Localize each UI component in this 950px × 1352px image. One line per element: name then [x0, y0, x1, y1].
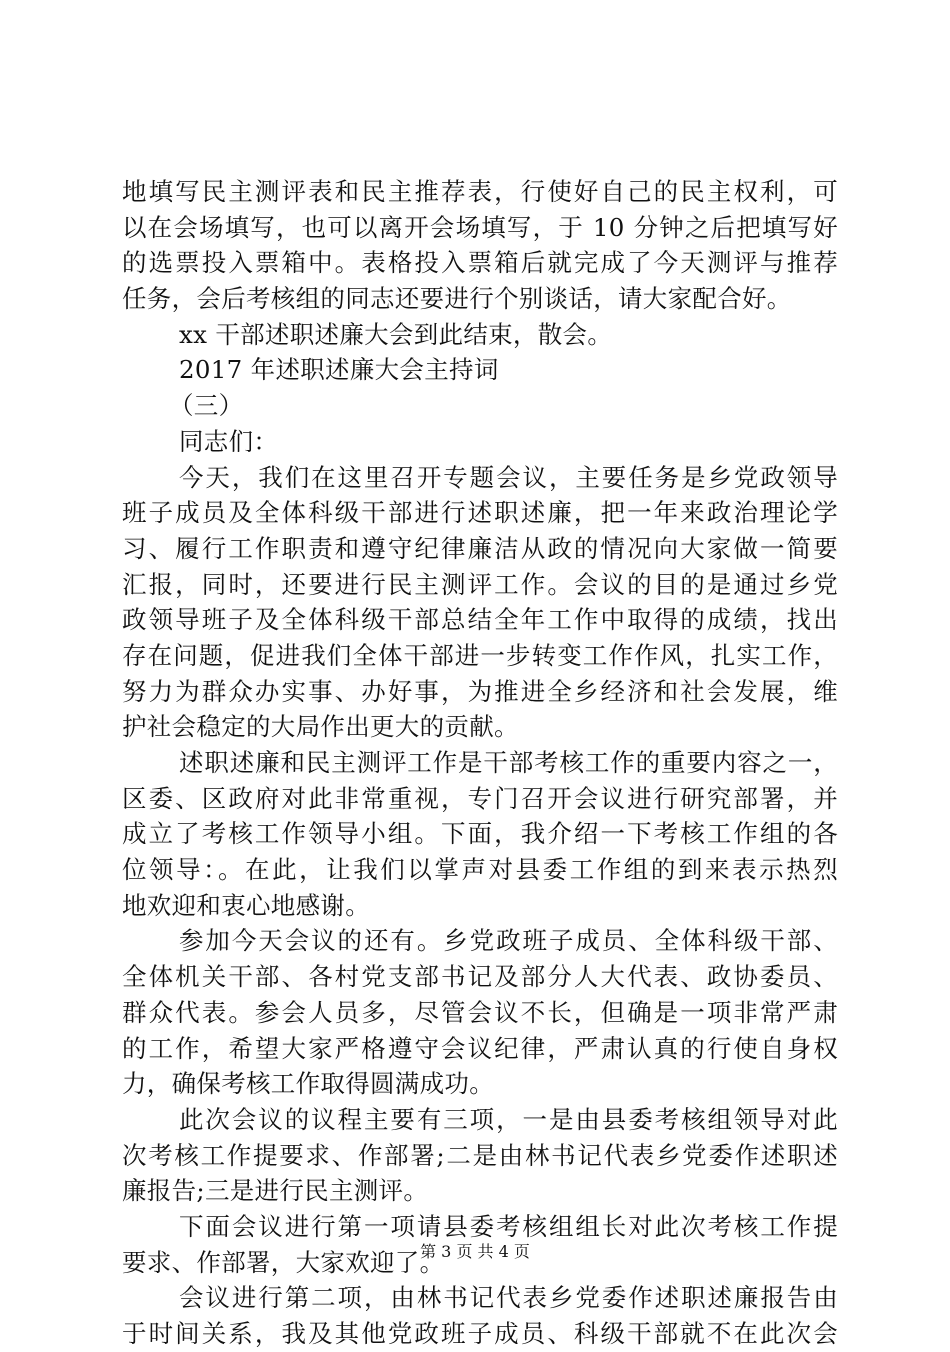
- text-line: 地欢迎和衷心地感谢。: [122, 890, 370, 920]
- text-line: 此次会议的议程主要有三项，一是由县委考核组领导对此: [179, 1104, 838, 1134]
- text-line: 成立了考核工作领导小组。下面，我介绍一下考核工作组的各: [122, 819, 838, 849]
- text-line: 会议进行第二项，由林书记代表乡党委作述职述廉报告由: [179, 1283, 838, 1313]
- text-line: 区委、区政府对此非常重视，专门召开会议进行研究部署，并: [122, 783, 838, 813]
- text-line: 以在会场填写，也可以离开会场填写，于 10 分钟之后把填写好: [122, 212, 838, 242]
- text-line: 下面会议进行第一项请县委考核组组长对此次考核工作提: [179, 1211, 838, 1241]
- text-line: 全体机关干部、各村党支部书记及部分人大代表、政协委员、: [122, 962, 838, 992]
- text-line: 力，确保考核工作取得圆满成功。: [122, 1069, 494, 1099]
- text-line: 习、履行工作职责和遵守纪律廉洁从政的情况向大家做一简要: [122, 533, 838, 563]
- text-line: 班子成员及全体科级干部进行述职述廉，把一年来政治理论学: [122, 498, 838, 528]
- text-line: 群众代表。参会人员多，尽管会议不长，但确是一项非常严肃: [122, 997, 838, 1027]
- text-line: 于时间关系，我及其他党政班子成员、科级干部就不在此次会: [122, 1319, 838, 1348]
- text-line: 同志们：: [179, 426, 279, 456]
- text-line: 位领导：。在此，让我们以掌声对县委工作组的到来表示热烈: [122, 855, 838, 885]
- text-line: 的选票投入票箱中。表格投入票箱后就完成了今天测评与推荐: [122, 248, 838, 278]
- text-line: 廉报告;三是进行民主测评。: [122, 1176, 429, 1206]
- text-line: 努力为群众办实事、办好事，为推进全乡经济和社会发展，维: [122, 676, 838, 706]
- text-line: 任务，会后考核组的同志还要进行个别谈话，请大家配合好。: [122, 284, 792, 314]
- text-line: 护社会稳定的大局作出更大的贡献。: [122, 712, 519, 742]
- text-line: 要求、作部署，大家欢迎了。: [122, 1247, 445, 1277]
- text-line: （三）: [169, 391, 244, 421]
- text-line: 2017 年述职述廉大会主持词: [179, 355, 499, 385]
- text-line: 存在问题，促进我们全体干部进一步转变工作作风，扎实工作，: [122, 640, 838, 670]
- document-body: [122, 174, 838, 1352]
- text-line: 参加今天会议的还有。乡党政班子成员、全体科级干部、: [179, 926, 838, 956]
- text-line: xx 干部述职述廉大会到此结束，散会。: [179, 319, 613, 349]
- text-line: 述职述廉和民主测评工作是干部考核工作的重要内容之一，: [179, 748, 838, 777]
- text-line: 今天，我们在这里召开专题会议，主要任务是乡党政领导: [179, 462, 838, 492]
- text-line: 次考核工作提要求、作部署;二是由林书记代表乡党委作述职述: [122, 1140, 838, 1170]
- text-line: 地填写民主测评表和民主推荐表，行使好自己的民主权利，可: [122, 177, 838, 206]
- text-line: 政领导班子及全体科级干部总结全年工作中取得的成绩，找出: [122, 605, 838, 635]
- page-number-label: 第 3 页 共 4 页: [420, 1242, 530, 1261]
- text-line: 的工作，希望大家严格遵守会议纪律，严肃认真的行使自身权: [122, 1033, 838, 1063]
- text-line: 汇报，同时，还要进行民主测评工作。会议的目的是通过乡党: [122, 569, 838, 599]
- page-footer: [0, 1242, 950, 1262]
